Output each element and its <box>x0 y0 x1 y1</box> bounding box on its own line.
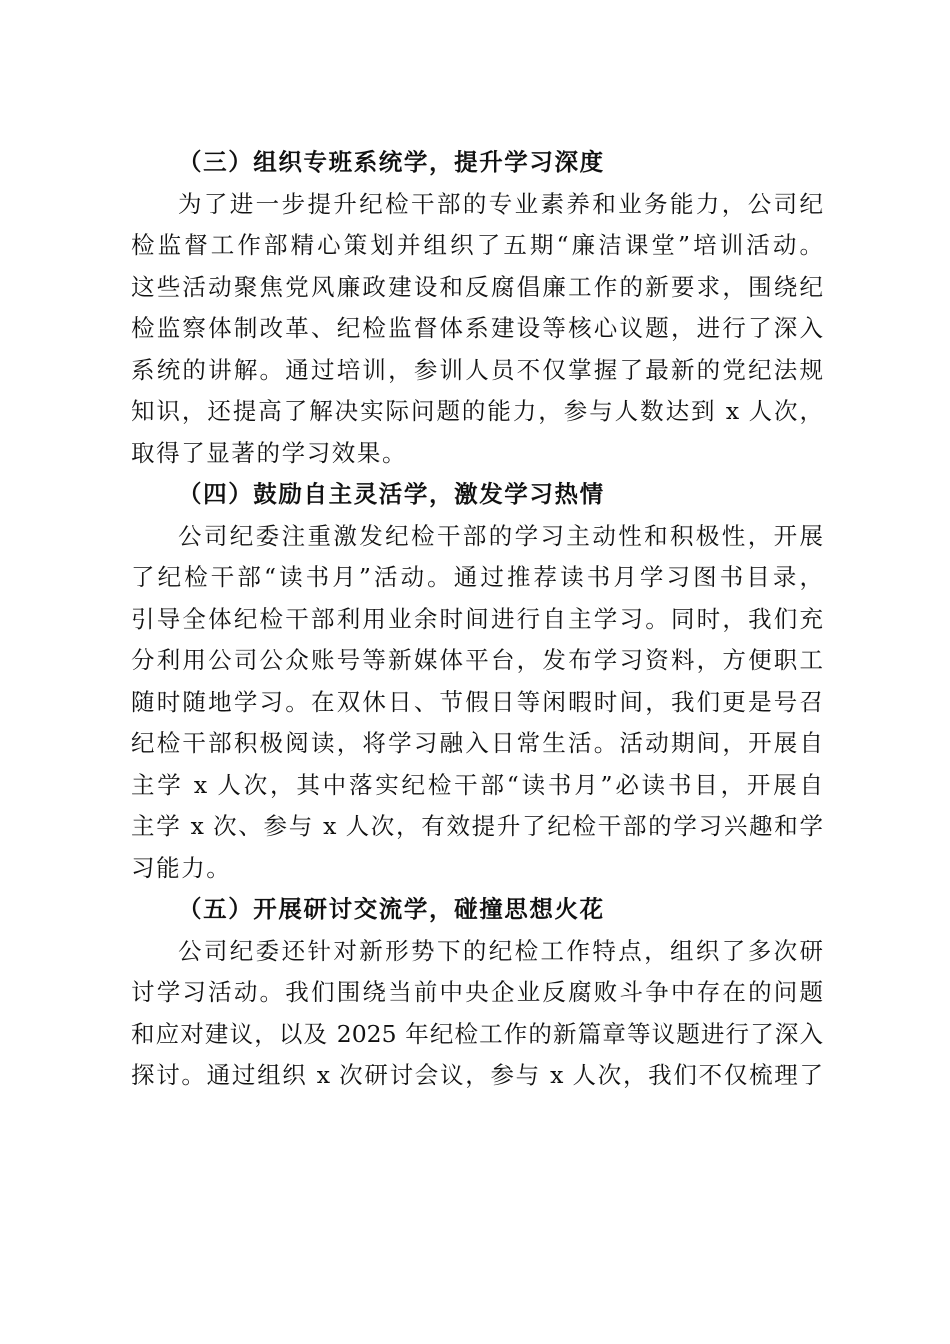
text-line: 随时随地学习。在双休日、节假日等闲暇时间，我们更是号召 <box>131 687 823 716</box>
section-paragraph-5 <box>131 931 823 1097</box>
text-line: 主学 x 人次，其中落实纪检干部“读书月”必读书目，开展自 <box>131 770 823 799</box>
text-line: 探讨。通过组织 x 次研讨会议，参与 x 人次，我们不仅梳理了 <box>131 1061 823 1089</box>
text-line: 主学 x 次、参与 x 人次，有效提升了纪检干部的学习兴趣和学 <box>131 812 823 840</box>
text-line: 讨学习活动。我们围绕当前中央企业反腐败斗争中存在的问题 <box>131 978 823 1006</box>
text-line: 为了进一步提升纪检干部的专业素养和业务能力，公司纪 <box>178 189 823 218</box>
text-line: 习能力。 <box>131 853 232 882</box>
text-line: 知识，还提高了解决实际问题的能力，参与人数达到 x 人次， <box>131 397 823 425</box>
section-heading-4: （四）鼓励自主灵活学，激发学习热情 <box>178 480 605 508</box>
text-line: 检监察体制改革、纪检监督体系建设等核心议题，进行了深入 <box>131 314 823 342</box>
text-line: 公司纪委还针对新形势下的纪检工作特点，组织了多次研 <box>178 936 823 965</box>
text-line: 纪检干部积极阅读，将学习融入日常生活。活动期间，开展自 <box>131 729 823 757</box>
section-paragraph-3 <box>131 184 823 475</box>
document-body <box>131 142 823 1097</box>
section-heading-5: （五）开展研讨交流学，碰撞思想火花 <box>178 895 605 923</box>
text-line: 公司纪委注重激发纪检干部的学习主动性和积极性，开展 <box>178 521 823 550</box>
text-line: 分利用公司公众账号等新媒体平台，发布学习资料，方便职工 <box>131 646 823 674</box>
text-line: 了纪检干部“读书月”活动。通过推荐读书月学习图书目录， <box>131 563 823 591</box>
text-line: 取得了显著的学习效果。 <box>131 438 408 467</box>
text-line: 这些活动聚焦党风廉政建设和反腐倡廉工作的新要求，围绕纪 <box>131 272 823 301</box>
text-line: 引导全体纪检干部利用业余时间进行自主学习。同时，我们充 <box>131 604 823 633</box>
text-line: 检监督工作部精心策划并组织了五期“廉洁课堂”培训活动。 <box>131 231 823 259</box>
text-line: 和应对建议，以及 2025 年纪检工作的新篇章等议题进行了深入 <box>131 1019 823 1048</box>
section-heading-3: （三）组织专班系统学，提升学习深度 <box>178 148 605 176</box>
section-paragraph-4 <box>131 516 823 890</box>
text-line: 系统的讲解。通过培训，参训人员不仅掌握了最新的党纪法规 <box>131 355 823 384</box>
